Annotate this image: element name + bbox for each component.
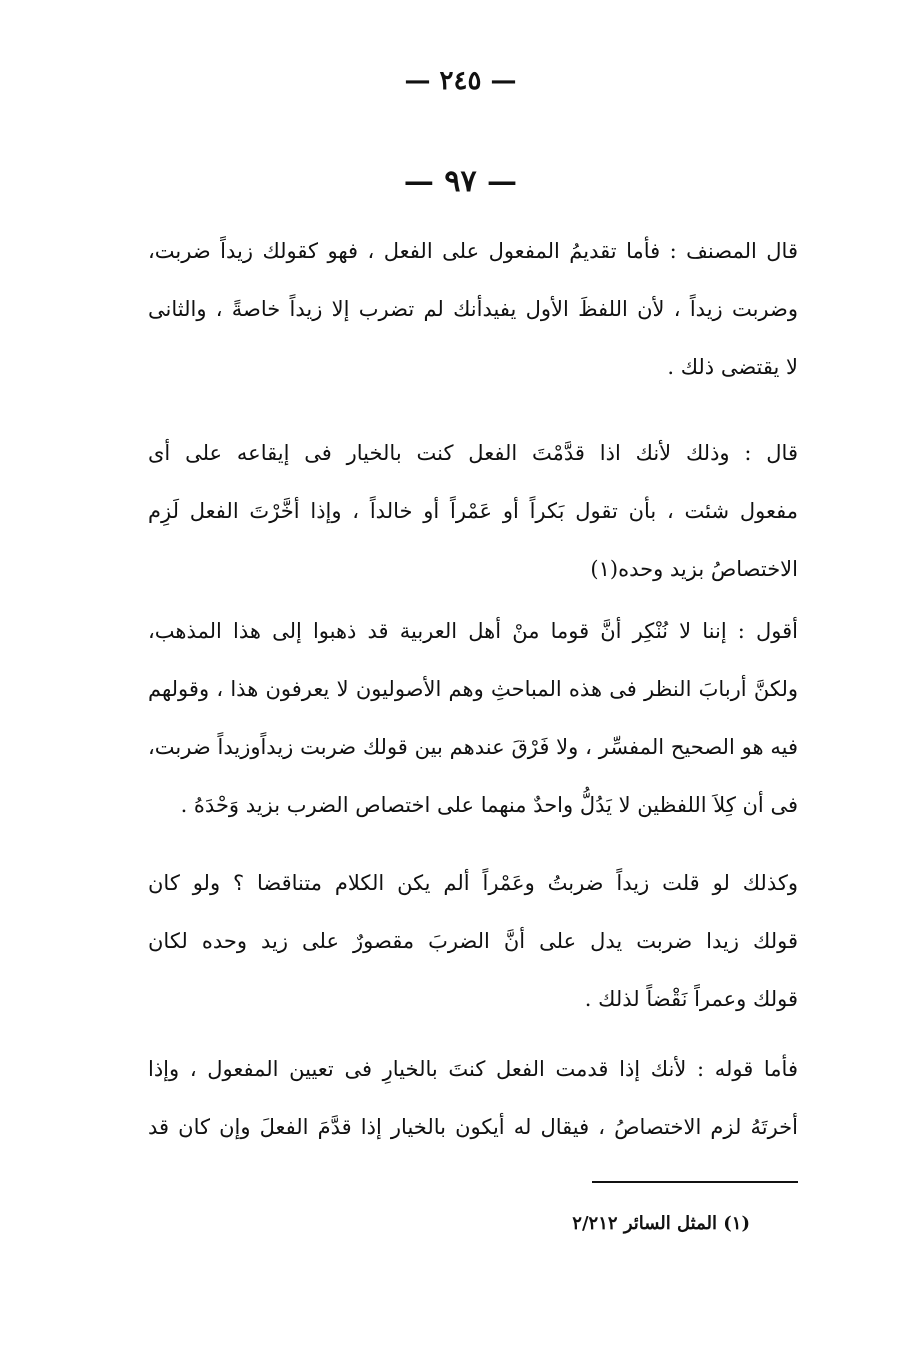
text-line: أقول : إننا لا نُنْكِر أنَّ قوما منْ أهل العربية قد ذهبوا إلى هذا المذهب، bbox=[148, 619, 798, 643]
text-line: قال المصنف : فأما تقديمُ المفعول على الفعل ، فهو كقولك زيداً ضربت، bbox=[148, 239, 798, 263]
text-line: أخرتَهُ لزم الاختصاصُ ، فيقال له أيكون بالخيار إذا قدَّمَ الفعلَ وإن كان قد bbox=[148, 1115, 798, 1139]
paragraph-as-for-his-saying bbox=[148, 1040, 798, 1156]
text-line: فأما قوله : لأنك إذا قدمت الفعل كنتَ بالخيارِ فى تعيين المفعول ، وإذا bbox=[148, 1057, 798, 1081]
text-line: وضربت زيداً ، لأن اللفظَ الأول يفيدأنك لم تضرب إلا زيداً خاصةً ، والثانى bbox=[148, 297, 798, 321]
text-line: مفعول شئت ، بأن تقول بَكراً أو عَمْراً أو خالداً ، وإذا أخَّرْتَ الفعل لَزِم bbox=[148, 499, 798, 523]
text-line: وكذلك لو قلت زيداً ضربتُ وعَمْراً ألم يكن الكلام متناقضا ؟ ولو كان bbox=[148, 871, 798, 895]
paragraph-likewise bbox=[148, 854, 798, 1028]
text-line: قولك وعمراً نَقْضاً لذلك . bbox=[584, 987, 798, 1011]
text-line: فى أن كِلاَ اللفظين لا يَدُلُّ واحدٌ منهما على اختصاص الضرب بزيد وَحْدَهُ . bbox=[180, 793, 798, 817]
section-page-number: — ٩٧ — bbox=[403, 164, 518, 199]
text-line: قال : وذلك لأنك اذا قدَّمْتَ الفعل كنت بالخيار فى إيقاعه على أى bbox=[148, 441, 798, 465]
text-line: فيه هو الصحيح المفسِّر ، ولا فَرْقَ عندهم بين قولك ضربت زيداًوزيداً ضربت، bbox=[148, 735, 798, 759]
text-line: قولك زيدا ضربت يدل على أنَّ الضربَ مقصورٌ على زيد وحده لكان bbox=[148, 929, 798, 953]
footnote-divider bbox=[592, 1181, 798, 1183]
footnote: (١) المثل السائر ٢/٢١٢ bbox=[572, 1213, 750, 1234]
book-page-number: — ٢٤٥ — bbox=[404, 66, 517, 96]
paragraph-i-say bbox=[148, 602, 798, 834]
text-line: ولكنَّ أربابَ النظر فى هذه المباحثِ وهم الأصوليون لا يعرفون هذا ، وقولهم bbox=[148, 677, 798, 701]
paragraph-author-quote bbox=[148, 222, 798, 396]
text-line: الاختصاصُ بزيد وحده(١) bbox=[590, 557, 798, 581]
text-line: لا يقتضى ذلك . bbox=[667, 355, 798, 379]
paragraph-said bbox=[148, 424, 798, 598]
